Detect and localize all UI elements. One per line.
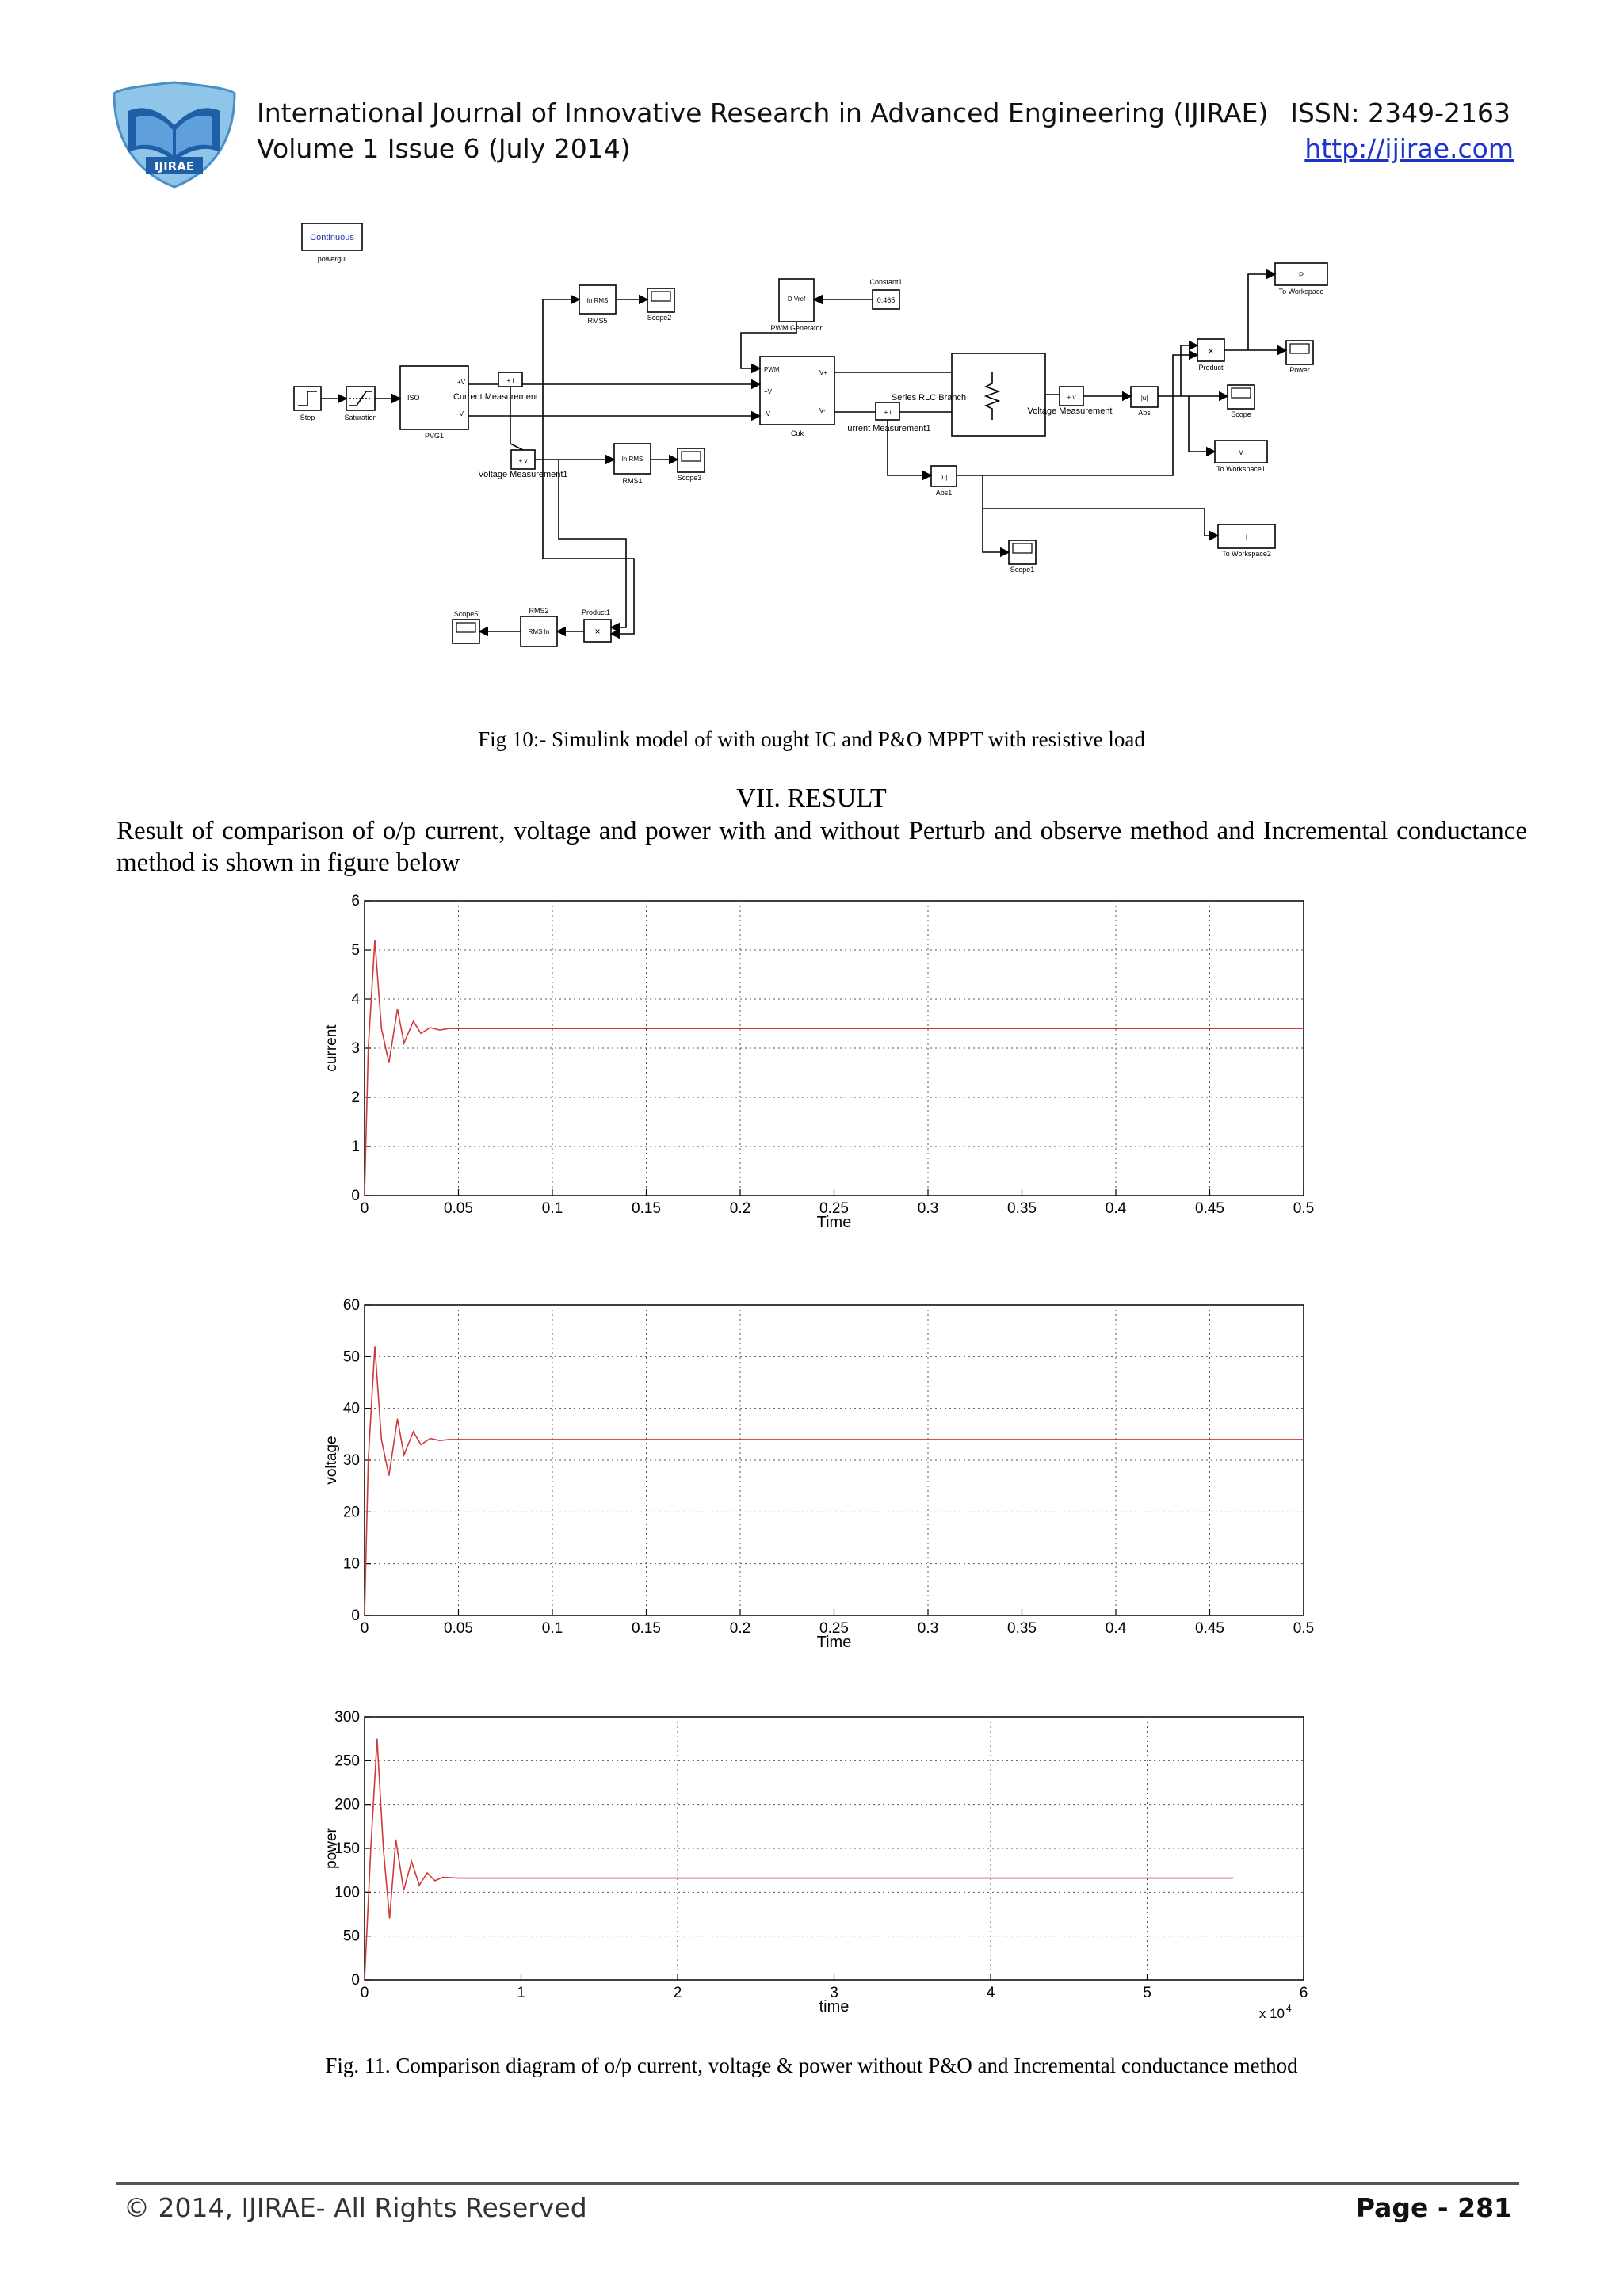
x-tick-label: 0.25 (819, 1620, 849, 1637)
powergui-text: Continuous (310, 233, 354, 242)
x-multiplier: x 10 (1258, 2006, 1285, 2021)
step-label: Step (300, 414, 315, 421)
y-tick-label: 200 (334, 1796, 360, 1814)
scope3-block[interactable] (678, 448, 705, 482)
current-measurement1-block[interactable] (847, 402, 930, 433)
abs1-block[interactable] (931, 466, 957, 497)
y-axis-label: voltage (323, 1436, 340, 1485)
power-chart (309, 1707, 1339, 2032)
x-tick-label: 0.2 (729, 1200, 751, 1217)
abs-symbol: |u| (1140, 395, 1148, 402)
x-axis-label: Time (816, 1634, 852, 1651)
saturation-block[interactable] (344, 387, 376, 421)
y-tick-label: 0 (351, 1188, 360, 1204)
y-tick-label: 30 (342, 1452, 360, 1469)
abs-label: Abs (1138, 409, 1151, 417)
y-tick-label: 50 (342, 1348, 360, 1366)
x-tick-label: 0.1 (541, 1620, 563, 1637)
cuk-vminus-port: V- (819, 407, 826, 414)
pv-iso-port: ISO (407, 394, 420, 402)
y-tick-label: 50 (342, 1928, 360, 1945)
product-symbol: × (1208, 345, 1214, 357)
section-title: VII. RESULT (736, 784, 887, 813)
x-tick-label: 5 (1143, 1985, 1151, 2001)
to-workspace1-var: V (1238, 448, 1244, 456)
current-meas-port: + i (506, 377, 514, 384)
rms2-ports: RMS In (528, 628, 550, 635)
abs1-label: Abs1 (935, 489, 953, 497)
footer-rule (116, 2182, 1519, 2185)
svg-text:IJIRAE: IJIRAE (154, 159, 195, 174)
cuk-vn-port: -V (764, 410, 770, 418)
journal-link[interactable]: http://ijirae.com (1304, 133, 1514, 164)
y-tick-label: 6 (351, 893, 360, 910)
x-tick-label: 0.5 (1293, 1620, 1315, 1637)
rlc-label: Series RLC Branch (891, 393, 967, 402)
y-tick-label: 3 (351, 1040, 360, 1057)
constant1-label: Constant1 (869, 278, 903, 286)
to-workspace1-block[interactable] (1215, 441, 1267, 473)
voltage-chart (309, 1295, 1339, 1660)
scope3-label: Scope3 (677, 474, 702, 482)
current-chart (309, 891, 1339, 1248)
scope5-label: Scope5 (453, 610, 479, 618)
x-axis-label: Time (816, 1214, 852, 1231)
logo-text (146, 157, 203, 174)
y-axis-label: power (323, 1828, 340, 1869)
x-tick-label: 0.2 (729, 1620, 751, 1637)
rms1-ports: In RMS (621, 456, 643, 463)
simulink-diagram (0, 206, 1623, 666)
product1-symbol: × (594, 626, 601, 637)
to-workspace2-block[interactable] (1218, 524, 1275, 558)
scope-block[interactable] (1228, 385, 1254, 418)
x-tick-label: 0.05 (444, 1620, 473, 1637)
rms5-block[interactable] (579, 285, 616, 325)
to-workspace2-label: To Workspace2 (1222, 550, 1271, 558)
y-tick-label: 4 (351, 991, 360, 1008)
issn: ISSN: 2349-2163 (1290, 97, 1510, 128)
rms5-ports: In RMS (586, 297, 609, 304)
current-meas1-label: urrent Measurement1 (847, 424, 931, 433)
pwm-ports: D Vref (787, 296, 806, 303)
current-meas-label: Current Measurement (453, 392, 538, 402)
x-tick-label: 0 (360, 1200, 369, 1217)
rms1-block[interactable] (614, 444, 651, 485)
y-tick-label: 20 (342, 1504, 360, 1521)
y-tick-label: 100 (334, 1884, 360, 1901)
pv-vn-port: -V (457, 410, 464, 418)
scope2-block[interactable] (647, 288, 674, 322)
y-tick-label: 0 (351, 1972, 360, 1989)
x-multiplier-exponent: 4 (1286, 2003, 1292, 2014)
copyright: © 2014, IJIRAE- All Rights Reserved (124, 2192, 587, 2223)
x-tick-label: 2 (673, 1985, 682, 2001)
to-workspace2-var: I (1245, 533, 1248, 541)
plot-frame (365, 1305, 1304, 1615)
y-axis-label: current (323, 1024, 340, 1072)
powergui-label: powergui (317, 255, 347, 263)
product1-label: Product1 (581, 608, 611, 616)
voltage-meas-label: Voltage Measurement (1027, 406, 1113, 416)
x-tick-label: 0.15 (632, 1620, 661, 1637)
power-scope-label: Power (1289, 366, 1310, 374)
product1-block[interactable] (582, 608, 611, 642)
voltage-measurement1-block[interactable] (478, 450, 567, 479)
x-tick-label: 3 (830, 1985, 838, 2001)
to-workspace-block[interactable] (1275, 263, 1327, 296)
rms1-label: RMS1 (622, 477, 643, 485)
x-tick-label: 0 (360, 1985, 369, 2001)
y-tick-label: 60 (342, 1297, 360, 1314)
x-tick-label: 0.45 (1195, 1200, 1224, 1217)
voltage-meas1-port: + v (518, 457, 528, 464)
scope2-label: Scope2 (647, 314, 672, 322)
x-tick-label: 0.25 (819, 1200, 849, 1217)
x-tick-label: 0.15 (632, 1200, 661, 1217)
product-block[interactable] (1197, 339, 1224, 372)
x-tick-label: 0 (360, 1620, 369, 1637)
cuk-vp-port: +V (764, 388, 773, 395)
rms2-label: RMS2 (529, 607, 549, 615)
constant1-block[interactable] (869, 278, 902, 309)
abs-block[interactable] (1131, 387, 1158, 417)
x-axis-label: time (819, 1998, 850, 2016)
to-workspace-label: To Workspace (1278, 288, 1324, 296)
x-tick-label: 0.35 (1007, 1200, 1037, 1217)
cuk-vplus-port: V+ (819, 369, 828, 376)
powergui-block[interactable] (302, 223, 362, 263)
to-workspace1-label: To Workspace1 (1216, 465, 1266, 473)
y-tick-label: 2 (351, 1089, 360, 1106)
x-tick-label: 0.05 (444, 1200, 473, 1217)
pwm-label: PWM Generator (770, 324, 823, 332)
y-tick-label: 5 (351, 942, 360, 959)
journal-title: International Journal of Innovative Research in Advanced Engineering (IJIRAE) (257, 97, 1269, 128)
scope5-block[interactable] (453, 610, 479, 643)
x-tick-label: 0.3 (917, 1620, 939, 1637)
x-tick-label: 0.35 (1007, 1620, 1037, 1637)
to-workspace-var: P (1298, 271, 1304, 279)
y-tick-label: 250 (334, 1753, 360, 1770)
pv-label: PVG1 (424, 432, 445, 440)
rms5-label: RMS5 (587, 317, 608, 325)
x-tick-label: 0.1 (541, 1200, 563, 1217)
journal-logo (111, 79, 238, 190)
constant1-value: 0.465 (876, 296, 896, 304)
scope1-label: Scope1 (1010, 566, 1035, 574)
scope-label: Scope (1231, 410, 1251, 418)
body-paragraph: Result of comparison of o/p current, voltage and power with and without Perturb and observe method and Incremental conductance method is shown in figure below (116, 817, 1527, 877)
y-tick-label: 40 (342, 1400, 360, 1417)
x-tick-label: 0.45 (1195, 1620, 1224, 1637)
saturation-label: Saturation (344, 414, 377, 421)
cuk-converter-block[interactable] (760, 357, 834, 437)
x-tick-label: 6 (1299, 1985, 1308, 2001)
power-scope-block[interactable] (1286, 341, 1313, 374)
scope1-block[interactable] (1009, 540, 1036, 574)
journal-volume: Volume 1 Issue 6 (July 2014) (257, 133, 631, 164)
step-block[interactable] (294, 387, 321, 421)
pv-vp-port: +V (457, 379, 466, 386)
x-tick-label: 4 (986, 1985, 995, 2001)
x-tick-label: 0.5 (1293, 1200, 1315, 1217)
y-tick-label: 0 (351, 1608, 360, 1624)
voltage-meas-port: + v (1067, 394, 1076, 401)
y-tick-label: 150 (334, 1840, 360, 1857)
x-tick-label: 0.4 (1105, 1200, 1127, 1217)
pv-array-block[interactable] (400, 366, 468, 440)
page-number: Page - 281 (1355, 2192, 1512, 2223)
abs1-symbol: |u| (940, 474, 948, 481)
y-tick-label: 1 (351, 1138, 360, 1155)
current-meas1-port: + i (884, 409, 892, 416)
y-tick-label: 300 (334, 1709, 360, 1726)
y-tick-label: 10 (342, 1555, 360, 1573)
cuk-pwm-port: PWM (764, 366, 780, 373)
x-tick-label: 1 (517, 1985, 525, 2001)
fig10-caption: Fig 10:- Simulink model of with ought IC and P&O MPPT with resistive load (478, 727, 1145, 751)
product-label: Product (1198, 364, 1224, 372)
voltage-meas1-label: Voltage Measurement1 (478, 470, 568, 479)
cuk-label: Cuk (790, 429, 804, 437)
x-tick-label: 0.3 (917, 1200, 939, 1217)
rms2-block[interactable] (521, 607, 557, 646)
x-tick-label: 0.4 (1105, 1620, 1127, 1637)
fig11-caption: Fig. 11. Comparison diagram of o/p current, voltage & power without P&O and Incremental conductance method (325, 2054, 1298, 2077)
